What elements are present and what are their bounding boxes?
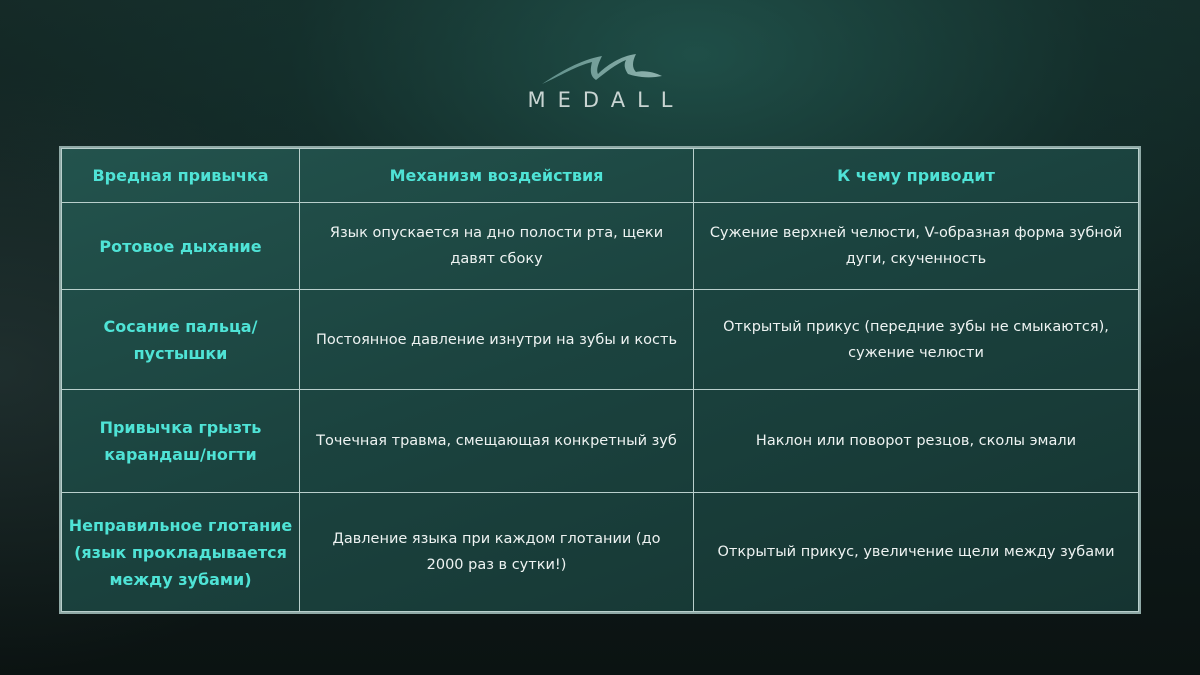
table-row: [62, 493, 1139, 612]
habit-cell: Ротовое дыхание: [62, 203, 300, 290]
habit-cell: Сосание пальца/пустышки: [62, 290, 300, 390]
table-header-row: [62, 149, 1139, 203]
mechanism-cell: Постоянное давление изнутри на зубы и кость: [300, 290, 694, 390]
result-cell: Открытый прикус, увеличение щели между зубами: [694, 493, 1139, 612]
header-habit: Вредная привычка: [62, 149, 300, 203]
habit-cell: Привычка грызть карандаш/ногти: [62, 390, 300, 493]
mechanism-cell: Давление языка при каждом глотании (до 2000 раз в сутки!): [300, 493, 694, 612]
habits-table-container: [59, 146, 1141, 614]
table-row: [62, 203, 1139, 290]
result-cell: Открытый прикус (передние зубы не смыкаются), сужение челюсти: [694, 290, 1139, 390]
brand-logo: [500, 50, 700, 120]
result-cell: Сужение верхней челюсти, V-образная форма зубной дуги, скученность: [694, 203, 1139, 290]
habits-table: [61, 148, 1139, 612]
result-cell: Наклон или поворот резцов, сколы эмали: [694, 390, 1139, 493]
header-mechanism: Механизм воздействия: [300, 149, 694, 203]
table-row: [62, 390, 1139, 493]
header-result: К чему приводит: [694, 149, 1139, 203]
table-row: [62, 290, 1139, 390]
habit-cell: Неправильное глотание (язык прокладывается между зубами): [62, 493, 300, 612]
mechanism-cell: Точечная травма, смещающая конкретный зуб: [300, 390, 694, 493]
brand-name: MEDALL: [527, 88, 685, 112]
wave-m-icon: [540, 50, 665, 86]
mechanism-cell: Язык опускается на дно полости рта, щеки давят сбоку: [300, 203, 694, 290]
